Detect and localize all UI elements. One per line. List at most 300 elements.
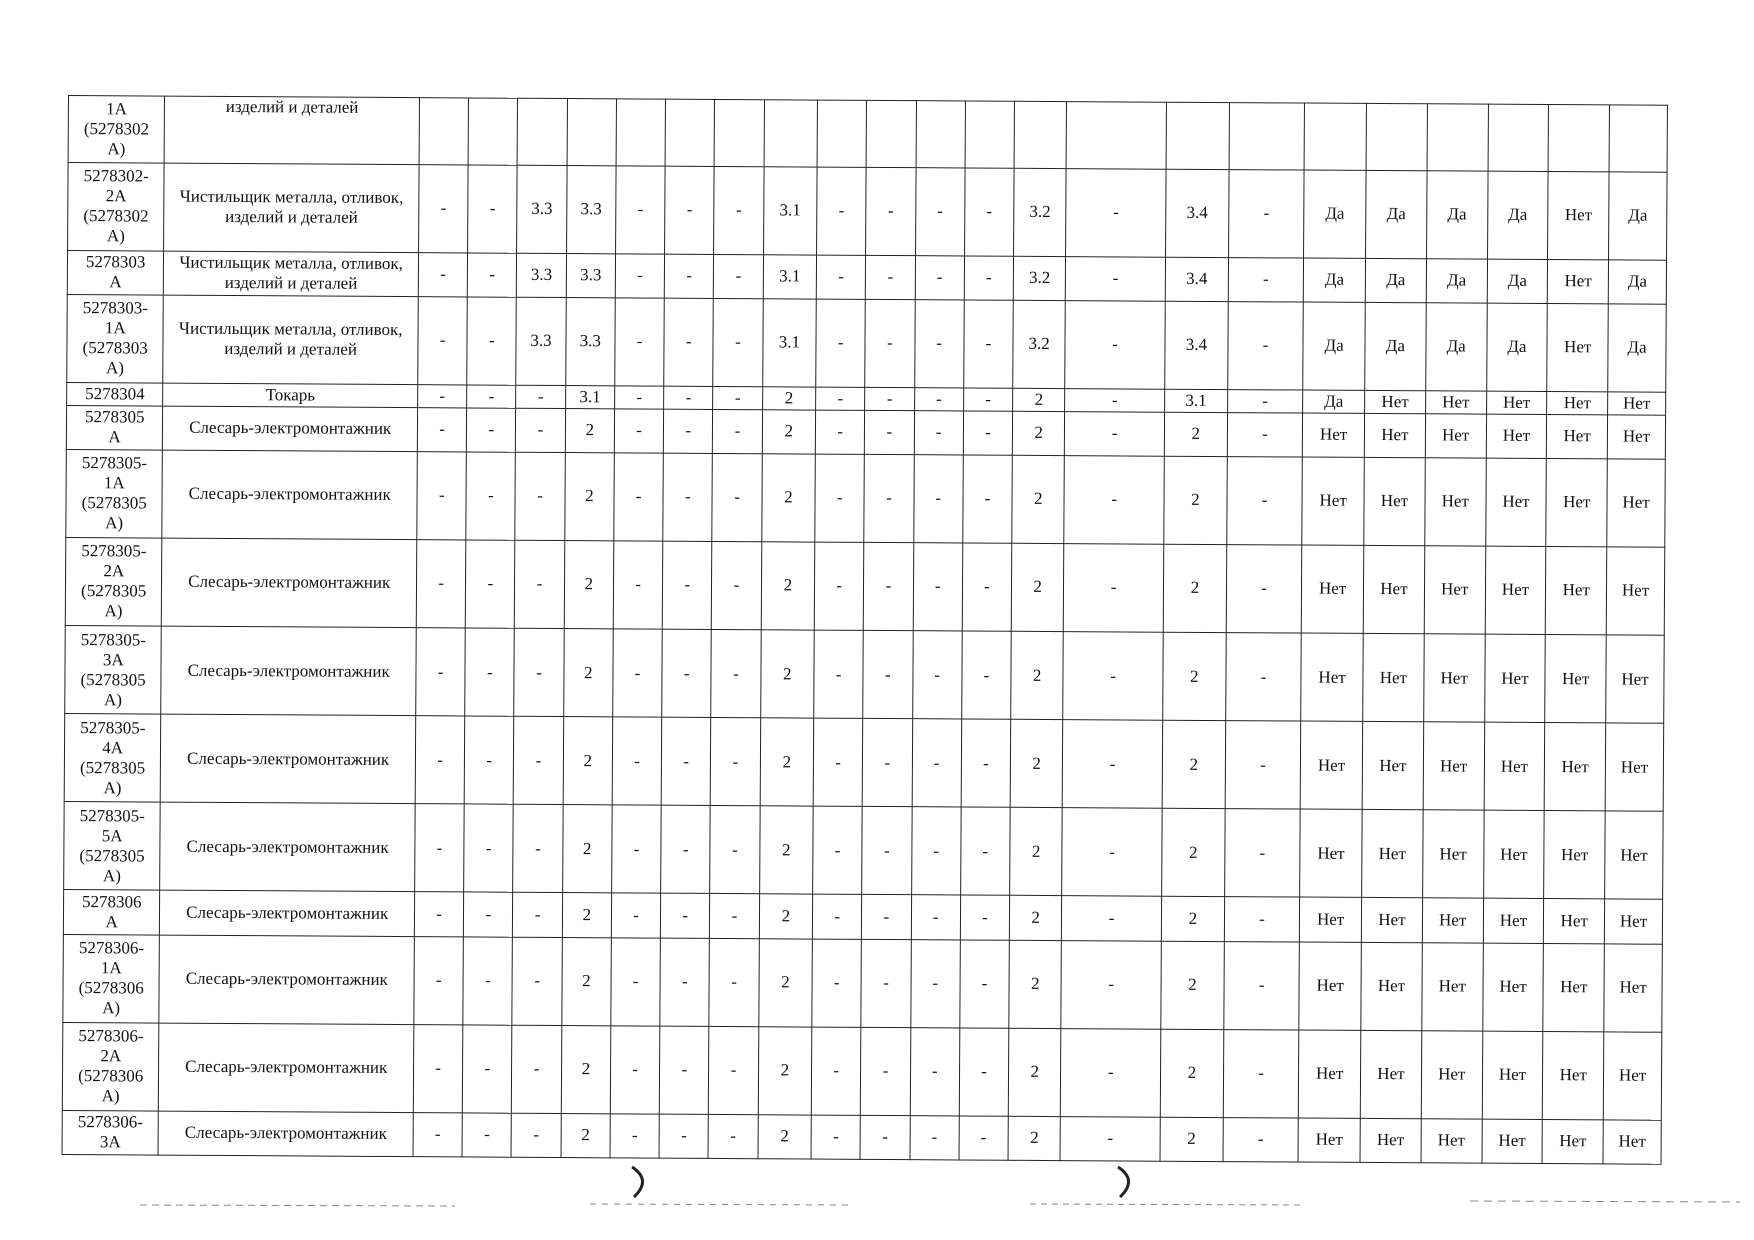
table-cell: -: [864, 454, 914, 542]
table-cell: -: [911, 895, 961, 939]
table-cell: Нет: [1484, 722, 1545, 811]
table-cell: -: [816, 255, 866, 299]
table-cell: -: [913, 542, 963, 630]
table-cell: -: [1065, 300, 1165, 389]
table-cell: -: [415, 804, 465, 892]
table-cell: Да: [1487, 259, 1548, 303]
table-cell: -: [415, 716, 465, 804]
table-cell: -: [1227, 412, 1303, 457]
table-cell: 2: [563, 628, 613, 716]
table-cell: 2: [564, 540, 614, 628]
table-cell: -: [1060, 1116, 1160, 1161]
table-cell: Нет: [1544, 723, 1605, 812]
table-cell: Нет: [1607, 459, 1665, 548]
table-cell: -: [662, 541, 712, 629]
table-cell: -: [418, 297, 468, 385]
table-cell: 2: [760, 630, 814, 718]
table-cell: Нет: [1604, 943, 1662, 1032]
row-profession: Токарь: [163, 383, 418, 407]
table-cell: 2: [561, 1025, 611, 1113]
table-cell: -: [709, 1026, 759, 1114]
table-cell: Да: [1303, 258, 1365, 302]
table-cell: -: [614, 408, 664, 452]
table-cell: -: [811, 1115, 861, 1159]
table-cell: Нет: [1543, 1031, 1604, 1120]
table-cell: -: [910, 1115, 960, 1159]
table-cell: Да: [1426, 170, 1487, 259]
table-cell: -: [713, 386, 762, 409]
table-cell: -: [960, 807, 1010, 895]
table-cell: Да: [1608, 260, 1666, 304]
table-cell: Да: [1426, 303, 1487, 392]
table-cell: -: [464, 892, 514, 936]
table-cell: -: [1061, 1028, 1161, 1117]
table-cell: -: [915, 255, 965, 299]
table-cell: -: [465, 628, 515, 716]
table-cell: Нет: [1360, 1118, 1421, 1163]
table-cell: Нет: [1603, 1120, 1661, 1165]
table-cell: -: [417, 451, 467, 539]
table-cell: -: [914, 388, 963, 411]
table-cell: Нет: [1483, 810, 1544, 899]
table-cell: Нет: [1545, 634, 1606, 723]
row-code: 1А (5278302 А): [68, 96, 165, 163]
row-code: 5278303 А: [67, 250, 164, 295]
table-cell: -: [1225, 633, 1301, 722]
table-cell: Нет: [1544, 899, 1605, 943]
punch-hole-mark-left: [632, 1167, 643, 1197]
table-cell: Нет: [1362, 810, 1423, 899]
table-cell: -: [516, 385, 565, 408]
table-cell: Да: [1365, 302, 1426, 391]
table-cell: -: [1227, 390, 1303, 413]
table-cell: Нет: [1485, 458, 1546, 547]
row-code: 5278303- 1А (5278303 А): [67, 294, 164, 383]
table-cell: -: [416, 628, 466, 716]
row-profession: изделий и деталей: [164, 96, 419, 164]
table-cell: -: [665, 166, 715, 254]
table-cell: -: [464, 804, 514, 892]
table-cell: 2: [1008, 1028, 1061, 1116]
row-profession: Слесарь-электромонтажник: [158, 1111, 413, 1157]
table-cell: -: [516, 408, 566, 452]
table-cell: Нет: [1363, 633, 1424, 722]
table-cell: Нет: [1482, 943, 1543, 1032]
table-cell: Нет: [1606, 635, 1664, 724]
table-cell: Нет: [1604, 899, 1662, 943]
table-cell: -: [463, 936, 513, 1024]
table-cell: -: [660, 938, 710, 1026]
table-cell: -: [817, 167, 867, 255]
row-profession: Чистильщик металла, отливок, изделий и деталей: [163, 295, 418, 385]
row-profession: Чистильщик металла, отливок, изделий и деталей: [164, 163, 419, 253]
table-cell: Нет: [1300, 809, 1362, 898]
table-cell: Нет: [1483, 899, 1544, 943]
table-cell: 2: [1009, 940, 1062, 1028]
table-cell: -: [961, 631, 1011, 719]
table-cell: -: [419, 164, 469, 252]
row-profession: Слесарь-электромонтажник: [163, 406, 418, 452]
table-cell: -: [913, 454, 963, 542]
table-cell: -: [662, 629, 712, 717]
table-cell: 2: [1163, 632, 1226, 721]
table-cell: -: [610, 1025, 660, 1113]
table-cell: -: [1228, 257, 1304, 302]
table-cell: -: [612, 717, 662, 805]
table-cell: Нет: [1548, 259, 1609, 303]
table-cell: -: [711, 718, 761, 806]
table-cell: -: [1226, 544, 1302, 633]
table-cell: -: [511, 1113, 561, 1157]
table-cell: 2: [762, 409, 816, 453]
table-cell: 3.3: [565, 297, 615, 385]
table-cell: -: [863, 630, 913, 718]
row-code: 5278302- 2А (5278302 А): [68, 162, 165, 251]
table-cell: -: [615, 386, 664, 409]
table-cell: 3.4: [1165, 301, 1228, 390]
table-cell: -: [514, 716, 564, 804]
table-cell: Нет: [1543, 943, 1604, 1032]
table-cell: -: [710, 806, 760, 894]
scan-noise-line-3: [1030, 1204, 1300, 1205]
table-cell: -: [614, 452, 664, 540]
table-cell: Нет: [1301, 545, 1363, 634]
table-cell: -: [912, 631, 962, 719]
table-cell: -: [468, 253, 518, 297]
table-cell: -: [612, 805, 662, 893]
table-cell: 2: [1008, 1116, 1061, 1161]
table-cell: -: [964, 256, 1014, 300]
row-code: 5278305- 1А (5278305 А): [66, 449, 163, 538]
table-cell: 2: [1160, 1029, 1223, 1118]
table-cell: 2: [760, 718, 814, 806]
table-cell: -: [513, 893, 563, 937]
table-cell: -: [1062, 808, 1162, 897]
table-cell: 3.2: [1014, 168, 1067, 256]
table-cell: -: [709, 938, 759, 1026]
table-cell: -: [661, 805, 711, 893]
table-cell: -: [714, 166, 764, 254]
table-cell: 2: [562, 805, 612, 893]
table-cell: -: [611, 893, 661, 937]
table-cell: Да: [1365, 258, 1426, 302]
table-cell: -: [912, 719, 962, 807]
table-cell: -: [964, 300, 1014, 388]
table-cell: Нет: [1425, 413, 1486, 457]
row-profession: Слесарь-электромонтажник: [160, 890, 415, 936]
table-cell: -: [1224, 897, 1300, 942]
table-cell: Да: [1303, 390, 1365, 413]
table-cell: 3.3: [566, 165, 616, 253]
table-cell: -: [860, 1115, 910, 1159]
table-cell: -: [664, 254, 714, 298]
table-cell: 2: [564, 452, 614, 540]
row-code: 5278305- 3А (5278305 А): [65, 625, 162, 714]
table-cell: 2: [562, 937, 612, 1025]
table-cell: Нет: [1300, 897, 1362, 941]
table-cell: Да: [1487, 171, 1548, 260]
table-cell: -: [615, 254, 665, 298]
row-profession: Слесарь-электромонтажник: [162, 450, 417, 540]
table-cell: 2: [1013, 388, 1066, 411]
table-cell: 2: [758, 1115, 812, 1160]
table-cell: -: [959, 1116, 1009, 1160]
table-cell: -: [708, 1114, 758, 1158]
table-cell: 2: [762, 387, 816, 410]
table-cell: Нет: [1422, 898, 1483, 942]
table-cell: -: [466, 452, 516, 540]
table-cell: -: [413, 1024, 463, 1112]
table-cell: Нет: [1486, 391, 1547, 414]
table-cell: -: [813, 806, 863, 894]
table-cell: 3.1: [1165, 389, 1228, 412]
table-cell: Нет: [1421, 1119, 1482, 1164]
table-cell: Нет: [1361, 898, 1422, 942]
table-cell: 2: [1160, 1117, 1223, 1162]
table-cell: -: [914, 410, 964, 454]
table-cell: Нет: [1542, 1119, 1603, 1164]
table-cell: -: [814, 630, 864, 718]
table-cell: -: [664, 298, 714, 386]
row-code: 5278305- 4А (5278305 А): [64, 714, 161, 803]
table-cell: -: [812, 939, 862, 1027]
row-code: 5278306 А: [63, 890, 160, 935]
table-cell: -: [914, 300, 964, 388]
table-cell: 3.4: [1165, 257, 1228, 301]
table-cell: 2: [1163, 544, 1226, 633]
table-cell: -: [1065, 411, 1165, 456]
row-profession: Слесарь-электромонтажник: [161, 714, 416, 804]
table-cell: -: [463, 1025, 513, 1113]
table-cell: -: [611, 937, 661, 1025]
table-cell: 3.2: [1013, 300, 1066, 388]
table-cell: 3.4: [1165, 169, 1228, 258]
table-cell: Нет: [1299, 1030, 1361, 1119]
table-cell: 3.1: [565, 386, 614, 409]
row-profession: Слесарь-электромонтажник: [159, 1023, 414, 1113]
table-cell: 2: [1162, 808, 1225, 897]
table-cell: -: [960, 895, 1010, 939]
table-cell: Нет: [1362, 722, 1423, 811]
table-cell: 2: [563, 717, 613, 805]
row-code: 5278306- 2А (5278306 А): [62, 1022, 159, 1111]
table-cell: 2: [758, 938, 812, 1026]
table-cell: -: [910, 1027, 960, 1115]
table-cell: -: [1064, 543, 1164, 632]
table-cell: -: [515, 540, 565, 628]
table-cell: -: [416, 539, 466, 627]
row-code: 5278305- 5А (5278305 А): [64, 802, 161, 891]
table-cell: Нет: [1606, 547, 1664, 636]
table-cell: 2: [1010, 808, 1063, 896]
table-cell: 2: [1164, 456, 1227, 545]
table-cell: -: [613, 541, 663, 629]
table-cell: -: [1228, 301, 1304, 390]
table-cell: -: [862, 718, 912, 806]
table-cell: Да: [1303, 302, 1365, 391]
table-cell: -: [864, 542, 914, 630]
table-cell: -: [961, 719, 1011, 807]
table-cell: -: [467, 385, 516, 408]
table-cell: Нет: [1299, 942, 1361, 1031]
table-cell: Нет: [1486, 414, 1547, 458]
table-cell: Нет: [1422, 810, 1483, 899]
table-cell: -: [1224, 941, 1300, 1030]
table-cell: -: [712, 541, 762, 629]
scan-noise-line-1: [140, 1205, 455, 1206]
table-cell: Нет: [1303, 413, 1365, 457]
table-cell: -: [964, 168, 1014, 256]
table-cell: -: [1223, 1029, 1299, 1118]
table-cell: -: [417, 407, 467, 451]
table-cell: -: [963, 388, 1012, 411]
table-cell: -: [1061, 940, 1161, 1029]
table-cell: -: [1065, 389, 1165, 412]
table-cell: 2: [759, 894, 813, 938]
row-profession: Слесарь-электромонтажник: [160, 802, 415, 892]
table-cell: -: [659, 1114, 709, 1158]
table-cell: -: [1225, 721, 1301, 810]
table-cell: -: [861, 939, 911, 1027]
table-cell: 2: [1164, 412, 1227, 456]
table-cell: -: [615, 298, 665, 386]
table-cell: -: [710, 894, 760, 938]
table-cell: -: [865, 387, 914, 410]
table-cell: -: [862, 895, 912, 939]
table-cell: Нет: [1547, 414, 1608, 458]
table-cell: Нет: [1482, 1031, 1543, 1120]
table-cell: Нет: [1300, 721, 1362, 810]
table-cell: Нет: [1607, 414, 1665, 458]
table-cell: 2: [758, 1026, 812, 1114]
table-cell: -: [962, 543, 1012, 631]
table-cell: 3.1: [762, 299, 816, 387]
row-profession: Слесарь-электромонтажник: [162, 538, 417, 628]
table-cell: Нет: [1605, 811, 1663, 900]
table-cell: -: [514, 628, 564, 716]
table-cell: Нет: [1544, 811, 1605, 900]
table-cell: -: [1224, 809, 1300, 898]
table-cell: -: [468, 165, 518, 253]
table-cell: -: [814, 542, 864, 630]
table-cell: 2: [1161, 941, 1224, 1030]
table-cell: -: [462, 1113, 512, 1157]
table-cell: 3.1: [763, 166, 817, 254]
table-cell: Нет: [1422, 942, 1483, 1031]
table-cell: Нет: [1546, 546, 1607, 635]
table-cell: -: [812, 894, 862, 938]
table-cell: -: [910, 939, 960, 1027]
table-cell: Нет: [1424, 634, 1485, 723]
table-cell: -: [866, 255, 916, 299]
table-cell: 3.1: [763, 255, 817, 299]
table-cell: -: [1228, 169, 1304, 258]
table-cell: 2: [1011, 543, 1064, 631]
table-cell: Да: [1608, 304, 1666, 393]
table-cell: Да: [1426, 259, 1487, 303]
table-cell: Нет: [1608, 392, 1666, 415]
table-cell: Нет: [1482, 1119, 1543, 1164]
table-cell: -: [1063, 632, 1163, 721]
table-cell: Нет: [1363, 545, 1424, 634]
row-profession: Чистильщик металла, отливок, изделий и деталей: [164, 251, 419, 297]
table-cell: -: [513, 805, 563, 893]
table-cell: Нет: [1361, 942, 1422, 1031]
table-cell: -: [467, 297, 517, 385]
table-cell: Нет: [1364, 413, 1425, 457]
table-cell: Нет: [1603, 1032, 1661, 1121]
table-cell: -: [711, 629, 761, 717]
table-cell: -: [610, 1114, 660, 1158]
table-cell: 2: [759, 806, 813, 894]
table-cell: -: [661, 717, 711, 805]
table-cell: -: [815, 410, 865, 454]
table-cell: -: [815, 454, 865, 542]
table-cell: -: [515, 452, 565, 540]
table-cell: -: [418, 252, 468, 296]
table-cell: -: [1063, 720, 1163, 809]
table-cell: -: [512, 937, 562, 1025]
table-cell: Нет: [1425, 391, 1486, 414]
table-cell: 2: [1010, 719, 1063, 807]
table-cell: -: [911, 807, 961, 895]
table-cell: 2: [565, 408, 615, 452]
table-cell: Нет: [1302, 457, 1364, 546]
row-code: 5278305 А: [66, 405, 163, 450]
table-cell: -: [663, 409, 713, 453]
table-cell: 3.3: [516, 297, 566, 385]
table-cell: 3.3: [517, 253, 567, 297]
table-cell: 3.3: [517, 165, 567, 253]
row-profession: Слесарь-электромонтажник: [161, 626, 416, 716]
row-profession: Слесарь-электромонтажник: [159, 935, 414, 1025]
table-cell: -: [963, 411, 1013, 455]
table-cell: -: [915, 167, 965, 255]
table-cell: -: [712, 453, 762, 541]
punch-hole-mark-right: [1118, 1167, 1129, 1197]
table-cell: Нет: [1548, 171, 1609, 260]
table-cell: -: [811, 1027, 861, 1115]
table-cell: -: [1062, 896, 1162, 941]
table-cell: -: [464, 716, 514, 804]
table-cell: 2: [1162, 720, 1225, 809]
table-cell: -: [813, 718, 863, 806]
table-cell: -: [713, 409, 763, 453]
table-cell: Нет: [1301, 633, 1363, 722]
table-cell: -: [865, 410, 915, 454]
table-cell: 3.2: [1013, 256, 1066, 300]
row-code: 5278306- 1А (5278306 А): [63, 934, 160, 1023]
table-cell: -: [661, 894, 711, 938]
table-cell: 2: [761, 542, 815, 630]
table-cell: 2: [1012, 411, 1065, 455]
table-cell: -: [663, 453, 713, 541]
table-cell: -: [862, 807, 912, 895]
table-cell: -: [1066, 168, 1166, 257]
table-cell: -: [465, 540, 515, 628]
table-cell: -: [1227, 456, 1303, 545]
table-cell: Нет: [1425, 457, 1486, 546]
table-cell: Нет: [1484, 634, 1545, 723]
table-cell: -: [1066, 256, 1166, 301]
table-cell: -: [1223, 1117, 1299, 1162]
table-cell: Нет: [1364, 457, 1425, 546]
table-cell: -: [959, 1028, 1009, 1116]
table-cell: 3.3: [566, 253, 616, 297]
table-cell: Да: [1304, 170, 1366, 259]
table-cell: 2: [562, 893, 612, 937]
table-cell: -: [816, 299, 866, 387]
